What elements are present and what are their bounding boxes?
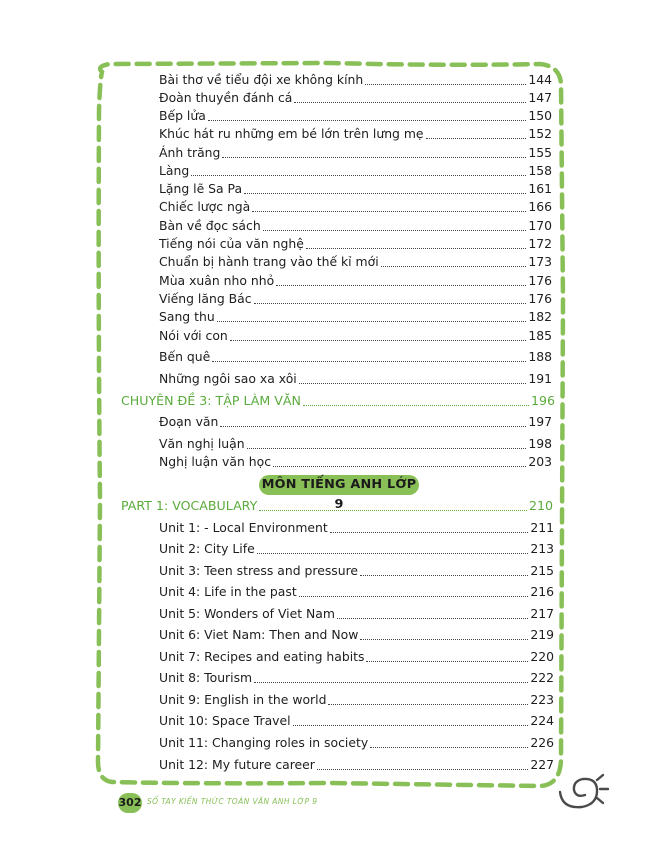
chapter3-page: 196 (530, 393, 555, 408)
toc-row[interactable] (159, 145, 552, 161)
part1-title: PART 1: VOCABULARY (121, 498, 258, 513)
toc-entry-title: Bài thơ về tiểu đội xe không kính (159, 72, 364, 87)
toc-entry-page: 170 (528, 218, 552, 233)
toc-entry-page: 197 (528, 414, 552, 429)
toc-row[interactable] (159, 199, 552, 215)
leader-dots (273, 465, 526, 467)
leader-dots (212, 360, 526, 362)
toc-entry-title: Bàn về đọc sách (159, 218, 261, 233)
toc-row[interactable] (159, 414, 552, 430)
toc-row[interactable] (159, 309, 552, 325)
toc-row[interactable] (159, 520, 554, 536)
toc-row[interactable] (159, 649, 554, 665)
toc-entry-page: 182 (528, 309, 552, 324)
toc-entry-page: 150 (528, 108, 552, 123)
leader-dots (263, 229, 527, 231)
swirl-icon (560, 775, 608, 807)
toc-entry-title: Ánh trăng (159, 145, 221, 160)
toc-entry-page: 144 (528, 72, 552, 87)
toc-entry-page: 161 (528, 181, 552, 196)
toc-entry-page: 176 (528, 273, 552, 288)
leader-dots (293, 724, 529, 726)
leader-dots (257, 552, 529, 554)
toc-entry-page: 172 (528, 236, 552, 251)
toc-entry-title: Unit 10: Space Travel (159, 713, 291, 728)
toc-entry-page: 219 (530, 627, 554, 642)
leader-dots (217, 320, 527, 322)
toc-entry-title: Unit 4: Life in the past (159, 584, 297, 599)
toc-entry-title: Unit 8: Tourism (159, 670, 253, 685)
leader-dots (330, 531, 529, 533)
toc-entry-page: 191 (528, 371, 552, 386)
toc-row[interactable] (159, 606, 554, 622)
leader-dots (317, 768, 528, 770)
toc-row[interactable] (159, 713, 554, 729)
toc-entry-title: Mùa xuân nho nhỏ (159, 273, 275, 288)
toc-row[interactable] (159, 757, 554, 773)
toc-entry-title: Khúc hát ru những em bé lớn trên lưng mẹ (159, 126, 424, 141)
toc-row[interactable] (159, 436, 552, 452)
leader-dots (252, 210, 526, 212)
leader-dots (328, 703, 528, 705)
leader-dots (365, 83, 526, 85)
toc-entry-page: 152 (528, 126, 552, 141)
toc-entry-title: Bếp lửa (159, 108, 206, 123)
toc-row[interactable] (159, 181, 552, 197)
toc-row[interactable] (159, 541, 554, 557)
leader-dots (381, 265, 527, 267)
toc-entry-title: Đoàn thuyền đánh cá (159, 90, 293, 105)
toc-row[interactable] (159, 126, 552, 142)
leader-dots (244, 192, 526, 194)
toc-entry-page: 227 (530, 757, 554, 772)
book-title: SỔ TAY KIẾN THỨC TOÁN VĂN ANH LỚP 9 (147, 797, 318, 806)
toc-entry-page: 224 (530, 713, 554, 728)
leader-dots (337, 617, 528, 619)
toc-row[interactable] (159, 108, 552, 124)
toc-row[interactable] (159, 291, 552, 307)
toc-entry-title: Viếng lăng Bác (159, 291, 252, 306)
leader-dots (426, 137, 527, 139)
toc-row[interactable] (159, 163, 552, 179)
toc-entry-title: Unit 2: City Life (159, 541, 255, 556)
toc-entry-title: Unit 11: Changing roles in society (159, 735, 369, 750)
toc-row[interactable] (159, 563, 554, 579)
toc-entry-title: Unit 1: - Local Environment (159, 520, 328, 535)
toc-entry-title: Unit 5: Wonders of Viet Nam (159, 606, 335, 621)
toc-entry-title: Lặng lẽ Sa Pa (159, 181, 243, 196)
toc-row[interactable] (159, 627, 554, 643)
toc-row[interactable] (159, 90, 552, 106)
leader-dots (299, 382, 527, 384)
toc-entry-title: Unit 9: English in the world (159, 692, 327, 707)
toc-entry-page: 213 (530, 541, 554, 556)
toc-row[interactable] (159, 72, 552, 88)
toc-entry-title: Unit 6: Viet Nam: Then and Now (159, 627, 359, 642)
leader-dots (306, 247, 527, 249)
leader-dots (259, 509, 527, 511)
toc-entry-page: 216 (530, 584, 554, 599)
leader-dots (360, 574, 528, 576)
toc-row-part1[interactable] (121, 498, 553, 514)
toc-row[interactable] (159, 254, 552, 270)
toc-row[interactable] (159, 692, 554, 708)
toc-entry-title: Unit 7: Recipes and eating habits (159, 649, 365, 664)
toc-entry-title: Sang thu (159, 309, 215, 324)
english-section-heading: MÔN TIẾNG ANH LỚP 9 (259, 475, 419, 495)
toc-entry-page: 155 (528, 145, 552, 160)
leader-dots (254, 302, 527, 304)
leader-dots (299, 595, 529, 597)
toc-entry-page: 198 (528, 436, 552, 451)
leader-dots (220, 425, 526, 427)
toc-entry-page: 147 (528, 90, 552, 105)
leader-dots (222, 156, 526, 158)
toc-entry-title: Nghị luận văn học (159, 454, 272, 469)
leader-dots (276, 284, 526, 286)
leader-dots (366, 660, 528, 662)
toc-entry-title: Làng (159, 163, 190, 178)
toc-row[interactable] (159, 371, 552, 387)
toc-entry-page: 176 (528, 291, 552, 306)
toc-row[interactable] (159, 218, 552, 234)
toc-row[interactable] (159, 273, 552, 289)
leader-dots (191, 174, 526, 176)
toc-entry-page: 203 (528, 454, 552, 469)
toc-entry-page: 223 (530, 692, 554, 707)
part1-page: 210 (528, 498, 553, 513)
toc-entry-page: 220 (530, 649, 554, 664)
toc-entry-page: 185 (528, 328, 552, 343)
chapter3-title: CHUYÊN ĐỀ 3: TẬP LÀM VĂN (121, 393, 301, 408)
toc-entry-title: Bến quê (159, 349, 211, 364)
toc-entry-title: Tiếng nói của văn nghệ (159, 236, 304, 251)
toc-entry-title: Những ngôi sao xa xôi (159, 371, 297, 386)
toc-row[interactable] (159, 584, 554, 600)
toc-row[interactable] (159, 670, 554, 686)
leader-dots (370, 746, 528, 748)
toc-entry-page: 158 (528, 163, 552, 178)
toc-entry-title: Chiếc lược ngà (159, 199, 251, 214)
toc-row[interactable] (159, 735, 554, 751)
toc-row[interactable] (159, 328, 552, 344)
toc-row[interactable] (159, 349, 552, 365)
toc-entry-page: 188 (528, 349, 552, 364)
toc-entry-page: 217 (530, 606, 554, 621)
leader-dots (303, 404, 529, 406)
leader-dots (294, 101, 526, 103)
toc-entry-title: Unit 3: Teen stress and pressure (159, 563, 359, 578)
page-number-badge: 302 (118, 793, 142, 813)
leader-dots (230, 339, 527, 341)
toc-entry-page: 211 (530, 520, 554, 535)
toc-entry-title: Nói với con (159, 328, 228, 343)
toc-row[interactable] (159, 236, 552, 252)
toc-entry-page: 222 (530, 670, 554, 685)
toc-entry-title: Chuẩn bị hành trang vào thế kỉ mới (159, 254, 379, 269)
leader-dots (247, 447, 527, 449)
toc-row-chapter3[interactable] (121, 393, 555, 409)
toc-entry-title: Unit 12: My future career (159, 757, 315, 772)
toc-entry-title: Văn nghị luận (159, 436, 245, 451)
leader-dots (208, 119, 527, 121)
toc-row[interactable] (159, 454, 552, 470)
toc-entry-title: Đoạn văn (159, 414, 219, 429)
toc-entry-page: 173 (528, 254, 552, 269)
leader-dots (254, 681, 528, 683)
toc-entry-page: 226 (530, 735, 554, 750)
leader-dots (360, 638, 528, 640)
toc-entry-page: 166 (528, 199, 552, 214)
toc-entry-page: 215 (530, 563, 554, 578)
